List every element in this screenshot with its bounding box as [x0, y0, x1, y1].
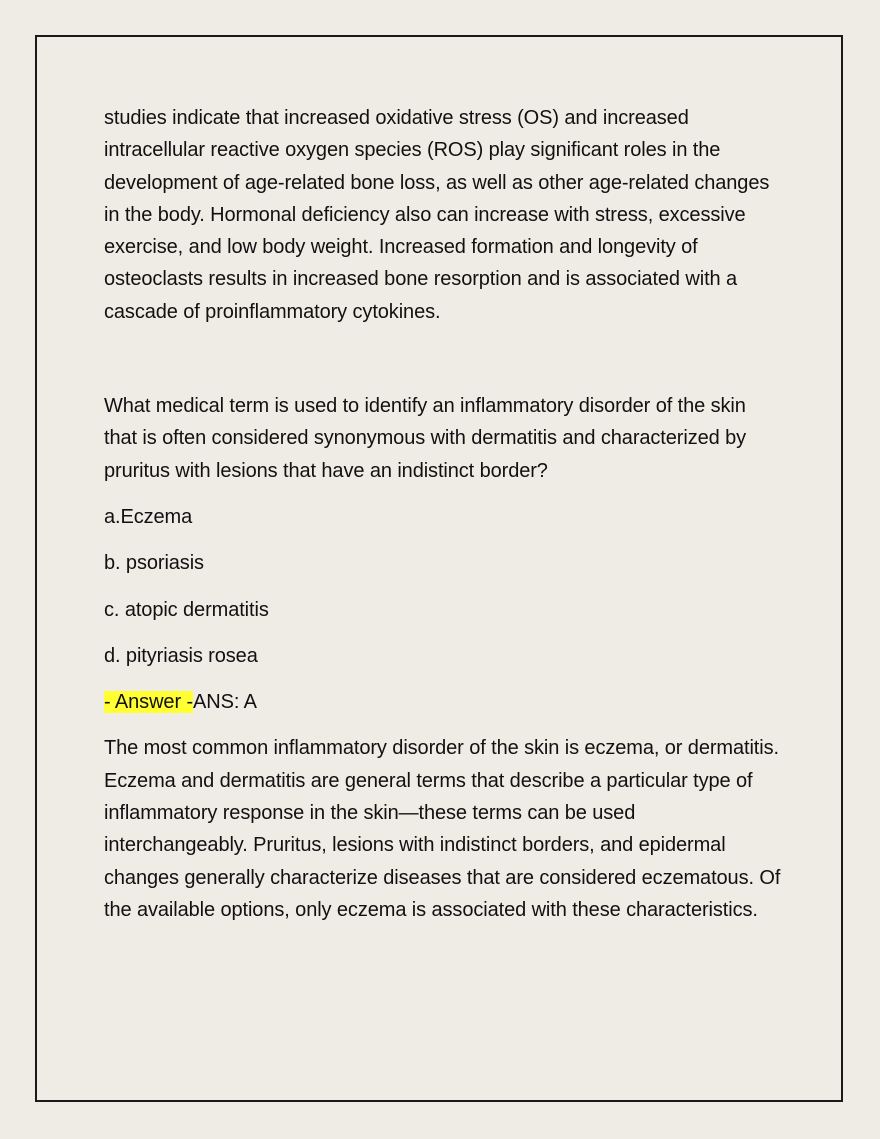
question-text: What medical term is used to identify an inflammatory disorder of the skin that is often considered synonymous with dermatitis and characterized by pruritus with lesions that have an indistinct border? — [104, 395, 747, 482]
rationale-paragraph: The most common inflammatory disorder of the skin is eczema, or dermatitis. Eczema and dermatitis are general terms that describe a particular type of inflammatory response in the skin—these terms can be used interchangeably. Pruritus, lesions with indistinct borders, and epidermal changes generally characterize diseases that are considered eczematous. Of the available options, only eczema is associated with these characteristics. — [104, 737, 781, 921]
document-body — [104, 102, 784, 926]
option-d: d. pityriasis rosea — [104, 644, 258, 667]
option-a: a.Eczema — [104, 505, 193, 528]
option-c: c. atopic dermatitis — [104, 598, 269, 621]
answer-line — [104, 686, 784, 718]
answer-value: ANS: A — [193, 691, 257, 714]
intro-paragraph: studies indicate that increased oxidative stress (OS) and increased intracellular reactive oxygen species (ROS) play significant roles in the development of age-related bone loss, as well as other age-related changes in the body. Hormonal deficiency also can increase with stress, excessive exercise, and low body weight. Increased formation and longevity of osteoclasts results in increased bone resorption and is associated with a cascade of proinflammatory cytokines. — [104, 107, 770, 323]
option-b: b. psoriasis — [104, 552, 204, 575]
answer-label: - Answer - — [104, 691, 194, 714]
